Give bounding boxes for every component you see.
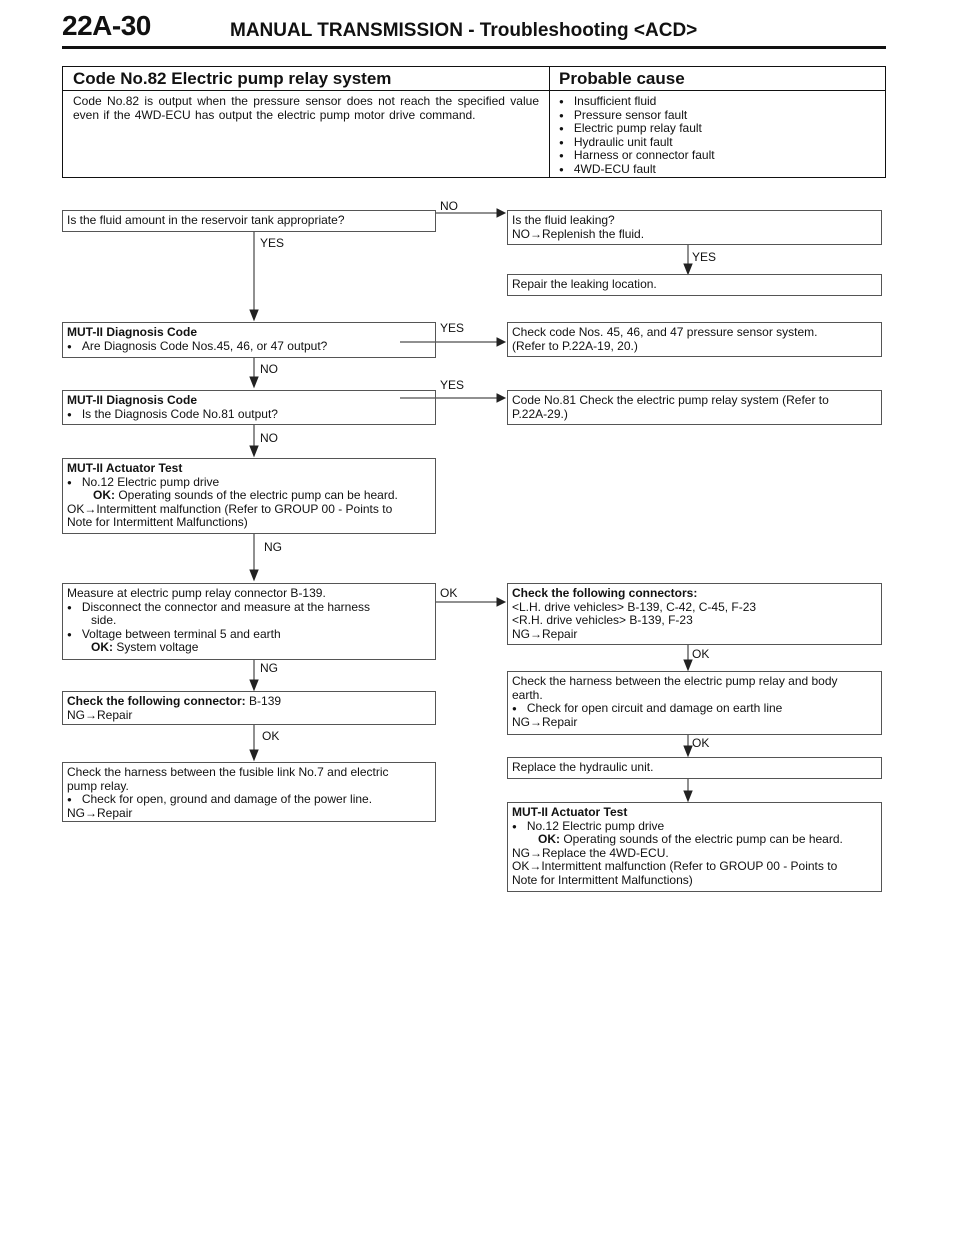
repair-leak-box — [507, 274, 882, 296]
diagnosis-code-45-47-box — [62, 322, 436, 358]
check-connector-title: Check the following connector: — [67, 694, 246, 708]
actuator-test-box — [62, 458, 436, 534]
cause-item: ● Harness or connector fault — [559, 149, 715, 163]
check-connector-b139-box — [62, 691, 436, 725]
check-connectors-box — [507, 583, 882, 645]
branch-label-ok: OK — [262, 729, 280, 743]
branch-label-no: NO — [440, 199, 458, 213]
actuator-test-item: ● No.12 Electric pump drive — [512, 819, 664, 833]
result-line: Note for Intermittent Malfunctions) — [67, 515, 248, 530]
diagnosis-title: MUT-II Diagnosis Code — [67, 393, 198, 407]
cause-item: ● Electric pump relay fault — [559, 122, 715, 136]
code81-text: Code No.81 Check the electric pump relay system (Refer to — [512, 393, 829, 407]
final-actuator-test-box — [507, 802, 882, 892]
harness-check-line: Check the harness between the electric pump relay and body — [512, 674, 838, 688]
branch-label-ok: OK — [692, 647, 710, 661]
harness-check-line: Check the harness between the fusible link No.7 and electric — [67, 765, 389, 779]
table-title: Code No.82 Electric pump relay system — [73, 69, 392, 88]
diagnosis-question: ● Is the Diagnosis Code No.81 output? — [67, 407, 278, 421]
branch-label-yes: YES — [440, 378, 465, 392]
harness-check-item: ● Check for open, ground and damage of the power line. — [67, 792, 372, 806]
actuator-test-title: MUT-II Actuator Test — [512, 805, 628, 819]
result-line: OK→Intermittent malfunction (Refer to GROUP 00 - Points to — [67, 501, 393, 516]
connectors-rh: <R.H. drive vehicles> B-139, F-23 — [512, 613, 693, 628]
branch-label-ok: OK — [440, 586, 458, 600]
ok-label: OK: — [93, 488, 115, 503]
harness-check-item: ● Check for open circuit and damage on earth line — [512, 701, 782, 715]
replace-hydraulic-unit-text: Replace the hydraulic unit. — [512, 760, 654, 774]
ok-criterion: System voltage — [116, 640, 199, 655]
repair-leak-text: Repair the leaking location. — [512, 277, 657, 291]
cause-item: ● Insufficient fluid — [559, 95, 715, 109]
leak-no-action: NO→Replenish the fluid. — [512, 226, 645, 241]
fluid-amount-question-box — [62, 210, 436, 232]
connectors-lh: <L.H. drive vehicles> B-139, C-42, C-45, F-23 — [512, 599, 757, 614]
measure-step: ● Voltage between terminal 5 and earth — [67, 627, 281, 641]
pressure-sensor-check-box — [507, 322, 882, 357]
branch-label-ng: NG — [264, 540, 282, 554]
pressure-check-ref: (Refer to P.22A-19, 20.) — [512, 338, 638, 353]
branch-label-no: NO — [260, 362, 278, 376]
diagnosis-code-81-box — [62, 390, 436, 425]
actuator-test-item: ● No.12 Electric pump drive — [67, 475, 219, 489]
ok-criterion: Operating sounds of the electric pump can be heard. — [118, 488, 398, 503]
ng-action: NG→Replace the 4WD-ECU. — [512, 845, 669, 860]
ok-label: OK: — [538, 832, 560, 847]
cause-item: ● 4WD-ECU fault — [559, 163, 715, 177]
ng-action: NG→Repair — [512, 714, 578, 729]
diagnosis-title: MUT-II Diagnosis Code — [67, 325, 198, 339]
measure-step: ● Disconnect the connector and measure at the harness — [67, 600, 370, 614]
leak-question: Is the fluid leaking? — [512, 213, 615, 227]
page-number: 22A-30 — [62, 10, 151, 41]
fluid-amount-question: Is the fluid amount in the reservoir tank appropriate? — [67, 213, 345, 227]
code-81-check-box — [507, 390, 882, 425]
diagnosis-question: ● Are Diagnosis Code Nos.45, 46, or 47 output? — [67, 339, 327, 353]
connector-value: B-139 — [249, 694, 282, 708]
branch-label-no: NO — [260, 431, 278, 445]
branch-label-ok: OK — [692, 736, 710, 750]
ok-label: OK: — [91, 640, 113, 655]
branch-label-ng: NG — [260, 661, 278, 675]
code-description: Code No.82 is output when the pressure sensor does not reach the specified value even if the 4WD-ECU has output the electric pump motor drive command. — [73, 94, 539, 122]
result-line: OK→Intermittent malfunction (Refer to GROUP 00 - Points to — [512, 859, 838, 874]
ok-criterion: Operating sounds of the electric pump can be heard. — [563, 832, 843, 847]
ng-action: NG→Repair — [67, 707, 133, 722]
code81-text: P.22A-29.) — [512, 406, 568, 421]
fusible-link-harness-box — [62, 762, 436, 822]
replace-hydraulic-unit-box — [507, 757, 882, 779]
cause-item: ● Pressure sensor fault — [559, 109, 715, 123]
cause-item: ● Hydraulic unit fault — [559, 136, 715, 150]
fluid-leak-question-box — [507, 210, 882, 245]
probable-cause-heading: Probable cause — [559, 69, 685, 88]
branch-label-yes: YES — [692, 250, 717, 264]
check-connectors-title: Check the following connectors: — [512, 586, 698, 600]
harness-check-line: earth. — [512, 687, 543, 702]
relay-earth-harness-box — [507, 671, 882, 735]
measure-step-continued: side. — [91, 613, 117, 628]
harness-check-line: pump relay. — [67, 778, 129, 793]
ng-action: NG→Repair — [67, 805, 133, 820]
branch-label-yes: YES — [440, 321, 465, 335]
result-line: Note for Intermittent Malfunctions) — [512, 872, 693, 887]
ng-action: NG→Repair — [512, 626, 578, 641]
measure-title: Measure at electric pump relay connector B-139. — [67, 586, 326, 600]
actuator-test-title: MUT-II Actuator Test — [67, 461, 183, 475]
branch-label-yes: YES — [260, 236, 285, 250]
pressure-check-text: Check code Nos. 45, 46, and 47 pressure sensor system. — [512, 325, 818, 339]
page-title: MANUAL TRANSMISSION - Troubleshooting <ACD> — [230, 20, 698, 41]
measure-relay-connector-box — [62, 583, 436, 660]
